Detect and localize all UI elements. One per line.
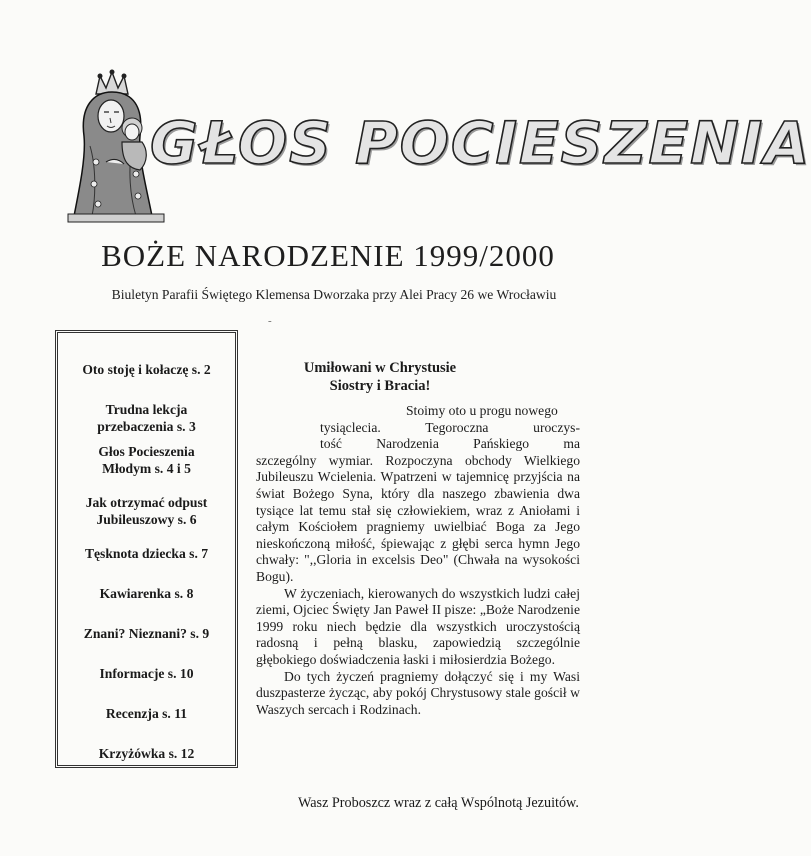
letter-paragraph: Do tych życzeń pragniemy dołączyć się i my Wasi duszpasterze życząc, aby pokój Chrystusowy stale gościł w Waszych sercach i Rodzinach. [256, 668, 580, 717]
toc-item-label: Oto stoję i kołaczę s. 2 [82, 362, 211, 377]
toc-item-label: Recenzja s. 11 [105, 706, 188, 721]
toc-item [58, 665, 235, 682]
toc-item-label: Informacje s. 10 [99, 666, 194, 681]
toc-item-label: Głos Pocieszenia [98, 444, 195, 459]
toc-item-label: Trudna lekcja [105, 402, 188, 417]
greeting-line: Umiłowani w Chrystusie [303, 360, 457, 376]
toc-item-label: Kawiarenka s. 8 [99, 586, 194, 601]
issue-subtitle: Biuletyn Parafii Świętego Klemensa Dworzaka przy Alei Pracy 26 we Wrocławiu [111, 287, 557, 302]
letter-body [256, 403, 580, 718]
letter-paragraph: W życzeniach, kierowanych do wszystkich ludzi całej ziemi, Ojciec Święty Jan Paweł II pisze: „Boże Narodzenie 1999 roku niech będzie dla wszystkich uroczystością radosną i pełną blasku, zapowiedzią szczególnie głębokiego doświadczenia łaski i miłosierdzia Bożego. [256, 585, 580, 667]
toc-item-label: Jubileuszowy s. 6 [96, 512, 197, 527]
toc-item [58, 585, 235, 602]
toc-item [58, 361, 235, 378]
toc-item [58, 745, 235, 762]
greeting-line: Siostry i Bracia! [329, 378, 431, 394]
toc-item [58, 443, 235, 477]
toc-item [58, 625, 235, 642]
toc-item-label: Tęsknota dziecka s. 7 [84, 546, 209, 561]
paragraph-line: tość Narodzenia Pańskiego ma [320, 436, 580, 452]
toc-item-label: Znani? Nieznani? s. 9 [83, 626, 210, 641]
toc-item [58, 401, 235, 434]
toc-item-label: Krzyżówka s. 12 [98, 746, 195, 761]
toc-item [58, 705, 235, 722]
letter-greeting [300, 359, 460, 395]
paragraph-text: szczególny wymiar. Rozpoczyna obchody Wielkiego Jubileuszu Wcielenia. Wpatrzeni w tajemnicę przyjścia na świat Bożego Syna, który dla naszego zbawienia dwa tysiące lat temu stał się człowiekiem, wraz z Aniołami i całym Kościołem pragniemy uwielbiać Boga za Jego nieskończoną miłość, śpiewając z głębi serca hymn Jego chwały: ",,Gloria in excelsis Deo" (Chwała na wysokości Bogu). [256, 452, 580, 584]
toc-item [58, 545, 235, 562]
toc-item-label: przebaczenia s. 3 [97, 419, 196, 434]
table-of-contents [55, 330, 238, 768]
masthead-title: GŁOS POCIESZENIA [150, 109, 811, 177]
paragraph-line: Stoimy oto u progu nowego [406, 403, 558, 418]
paragraph-line: tysiąclecia. Tegoroczna uroczys- [320, 419, 580, 435]
separator-dash: - [268, 315, 272, 327]
issue-title: BOŻE NARODZENIE 1999/2000 [101, 238, 555, 273]
letter-paragraph [256, 403, 580, 586]
toc-item-label: Jak otrzymać odpust [85, 495, 208, 510]
toc-item-label: Młodym s. 4 i 5 [102, 461, 191, 476]
toc-item [58, 494, 235, 528]
letter-signature: Wasz Proboszcz wraz z całą Wspólnotą Jezuitów. [298, 795, 579, 811]
